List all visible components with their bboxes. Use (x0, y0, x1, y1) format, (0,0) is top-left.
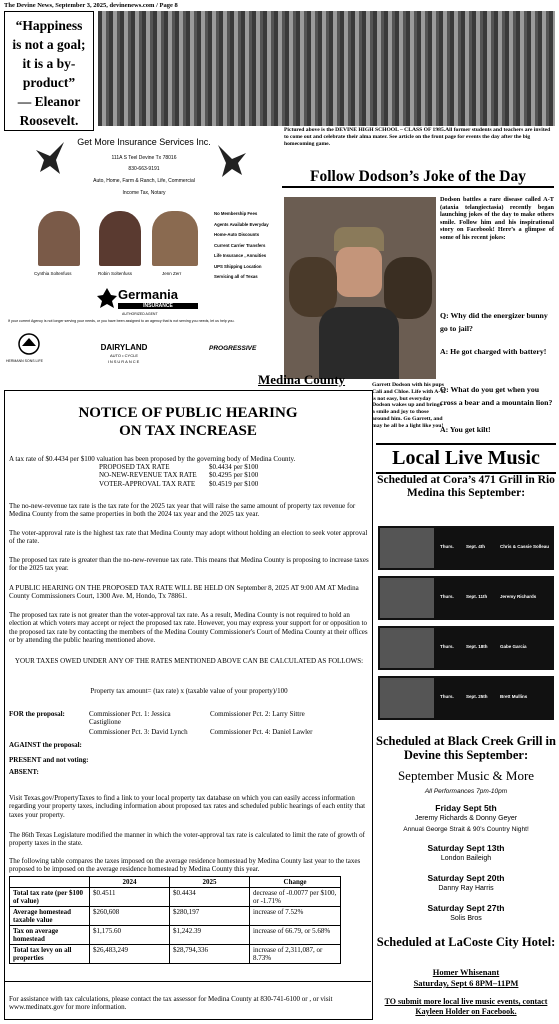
hermann-sons-logo: HERMANN SONS LIFE (6, 359, 43, 363)
notice-p8: Visit Texas.gov/PropertyTaxes to find a link to your local property tax database on which you can easily access information regarding your property taxes, including information about proposed tax rates and scheduled public hearings of each entity that taxes your property. (9, 794, 366, 819)
dairyland-sub: INSURANCE (107, 359, 141, 364)
rate-label: NO-NEW-REVENUE TAX RATE (99, 471, 197, 480)
notice-p2: The no-new-revenue tax rate is the tax rate for the 2025 tax year that will raise the same amount of property tax revenue for Medina County from the same properties in both the 2024 tax year and the 2025 tax year. (9, 502, 356, 519)
event-date: Saturday Sept 20th (427, 873, 505, 883)
table-cell: increase of 2,311,087, or 8.73% (250, 945, 341, 964)
against-label: AGAINST the proposal: (9, 741, 82, 749)
gig-row (378, 526, 554, 570)
coras-heading: Scheduled at Cora’s 471 Grill in Rio Medina this September: (377, 474, 555, 499)
agent-photo (152, 211, 198, 266)
table-cell: $28,794,336 (170, 945, 250, 964)
gig-artist: Chris & Cassie Solleau (500, 544, 550, 549)
agent-photo (99, 211, 141, 266)
rate-value: $0.4295 per $100 (209, 471, 259, 480)
table-cell: Tax on average homestead (10, 926, 90, 945)
service-item: UPS Shipping Location (214, 263, 262, 269)
gig-artist: Brett Mullins (500, 694, 528, 699)
quote-line: it is a by- (22, 56, 76, 71)
table-header (10, 877, 90, 888)
notice-p5: A PUBLIC HEARING ON THE PROPOSED TAX RATE WILL BE HELD ON September 8, 2025 AT 9:00 AM AT Medina County Commissioners Court, 1300 Ave. M, Hondo, Tx 78861. (9, 584, 359, 601)
dairyland-sub: AUTO • CYCLE (110, 353, 138, 358)
rates-block (99, 463, 359, 488)
notice-p9: The 86th Texas Legislature modified the manner in which the voter-approval tax rate is calculated to limit the rate of growth of property taxes in the state. (9, 831, 365, 848)
table-cell: increase of 66.79, or 5.68% (250, 926, 341, 945)
insurance-ad (4, 133, 278, 373)
table-row (10, 907, 341, 926)
gig-row (378, 676, 554, 720)
table-cell: $0.4511 (90, 888, 170, 907)
agency-phone: 830-663-9191 (128, 166, 160, 172)
table-row (10, 945, 341, 964)
dairyland-logo: DAIRYLAND (100, 343, 148, 352)
for-label: FOR the proposal: (9, 710, 65, 718)
quote-line: is not a goal; (12, 37, 86, 52)
gig-date: Sept. 18th (466, 644, 488, 649)
commissioner: Commissioner Pct. 1: Jessica Castiglione (89, 710, 171, 727)
eagle-icon (214, 141, 248, 181)
tax-notice (4, 390, 373, 1020)
gig-artist: Jeremy Richards (500, 594, 537, 599)
county-label: Medina County (258, 372, 346, 387)
event-artist: London Baileigh (440, 855, 492, 862)
notice-p3: The voter-approval rate is the highest tax rate that Medina County may adopt without holding an election to seek voter approval of the rate. (9, 529, 368, 546)
table-cell: $1,175.60 (90, 926, 170, 945)
table-header: 2025 (170, 877, 250, 888)
quote-line: Roosevelt. (19, 113, 79, 128)
service-item: Life Insurance , Annuities (214, 253, 267, 258)
table-cell: $280,197 (170, 907, 250, 926)
service-item: Current Carrier Transfers (214, 242, 266, 248)
gig-row (378, 576, 554, 620)
notice-divider (5, 981, 371, 982)
progressive-logo: PROGRESSIVE (209, 345, 257, 352)
service-item: Servicing all of Texas (214, 274, 258, 279)
class-photo (98, 11, 555, 126)
agent-name: Robin Soltenfuss (98, 271, 133, 276)
gig-date: Sept. 4th (466, 544, 486, 549)
table-cell: $260,608 (90, 907, 170, 926)
event-date: Saturday Sept 13th (427, 843, 505, 853)
notice-footer: For assistance with tax calculations, please contact the tax assessor for Medina County at 830-741-6100 or , or visit www.medinatx.gov for more information. (9, 995, 333, 1012)
quote-box (4, 11, 94, 131)
service-item: Agents Available Everyday (214, 221, 269, 227)
blackcreek-heading: Scheduled at Black Creek Grill in Devine this September: (376, 734, 556, 762)
submit-note: TO submit more local live music events, contact Kayleen Holder on Facebook. (384, 997, 548, 1016)
present-label: PRESENT and not voting: (9, 756, 89, 764)
table-cell: $1,242.39 (170, 926, 250, 945)
agency-tax: Income Tax, Notary (122, 190, 166, 196)
germania-sub: INSURANCE (118, 303, 198, 309)
event-note: Annual George Strait & 90’s Country Night! (403, 826, 529, 833)
table-cell: Total tax levy on all properties (10, 945, 90, 964)
quote-line: “Happiness (15, 18, 83, 33)
agent-name: Jenn Zerr (162, 271, 182, 276)
table-row (10, 926, 341, 945)
notice-p10: The following table compares the taxes imposed on the average residence homestead by Medina County last year to the taxes proposed to be imposed on the average residence homestead by Medina County this year. (9, 857, 361, 874)
germania-logo-icon (96, 287, 118, 309)
event-date: Friday Sept 5th (435, 803, 497, 813)
commissioner: Commissioner Pct. 2: Larry Sittre (210, 710, 305, 718)
joke-title: Follow Dodson’s Joke of the Day (282, 168, 554, 188)
notice-p1: A tax rate of $0.4434 per $100 valuation has been proposed by the governing body of Medina County. (9, 455, 296, 463)
class-photo-caption: Pictured above is the DEVINE HIGH SCHOOL – CLASS OF 1985.All former students and teachers are invited to come out and celebrate their alma mater. See article on the front page for events the day after the big homecoming game. (284, 127, 551, 147)
homer-date: Saturday, Sept 6 8PM–11PM (413, 978, 519, 988)
absent-label: ABSENT: (9, 768, 39, 776)
blackcreek-sub: September Music & More (397, 768, 535, 783)
dodson-photo (284, 197, 436, 379)
agent-name: Cynthia Soltenfuss (34, 271, 72, 276)
gig-day: Thurs. (440, 644, 454, 649)
agent-photo (38, 211, 80, 266)
event-date: Saturday Sept 27th (427, 903, 505, 913)
rate-label: PROPOSED TAX RATE (99, 463, 170, 471)
joke-a2: A: You get kilt! (440, 425, 491, 434)
table-cell: increase of 7.52% (250, 907, 341, 926)
performances-time: All Performances 7pm-10pm (424, 788, 508, 795)
authorized-agent: AUTHORIZED AGENT (122, 312, 158, 316)
service-item: No Membership Fees (214, 211, 258, 216)
services-list (214, 209, 269, 283)
agency-note: If your current Agency is not longer serving your needs, or you have been assigned to an agency that is not serving you needs, let us help you. (8, 319, 235, 323)
germania-logo: Germania (118, 287, 178, 302)
gig-date: Sept. 25th (466, 694, 488, 699)
table-cell: $0.4434 (170, 888, 250, 907)
table-row (10, 877, 341, 888)
rate-label: VOTER-APPROVAL TAX RATE (99, 479, 196, 488)
joke-q1: Q: Why did the energizer bunny go to jail? (440, 311, 548, 333)
notice-p6: The proposed tax rate is not greater than the voter-approval tax rate. As a result, Medina County is not required to hold an election at which voters may accept or reject the proposed tax rate. However, you may express your support for or opposition to the proposed tax rate by contacting the members of the Medina County Commissioner's Court of Medina County at their offices or by attending the public hearing mentioned above. (9, 611, 368, 645)
page-header: The Devine News, September 3, 2025, devinenews.com / Page 8 (4, 2, 178, 9)
tax-comparison-table (9, 876, 341, 964)
lacoste-heading: Scheduled at LaCoste City Hotel: (376, 935, 556, 949)
gig-row (378, 626, 554, 670)
table-cell: $26,483,249 (90, 945, 170, 964)
dodson-caption: Garrett Dodson with his pups Cali and Chloe. Life with A-T is not easy, but everyday Dodson wakes up and brings a smile and joy to those around him. Go Garrett, and may he all be a light like you! (372, 382, 444, 429)
agency-name: Get More Insurance Services Inc. (77, 137, 211, 147)
rate-value: $0.4434 per $100 (209, 463, 259, 471)
table-header: 2024 (90, 877, 170, 888)
table-cell: Average homestead taxable value (10, 907, 90, 926)
event-artist: Jeremy Richards & Donny Geyer (414, 815, 518, 822)
service-item: Home-Auto Discounts (214, 232, 260, 237)
notice-p7: YOUR TAXES OWED UNDER ANY OF THE RATES MENTIONED ABOVE CAN BE CALCULATED AS FOLLOWS: (14, 657, 364, 665)
rate-value: $0.4519 per $100 (209, 479, 259, 488)
gig-date: Sept. 11th (466, 594, 488, 599)
gig-day: Thurs. (440, 594, 454, 599)
table-cell: Total tax rate (per $100 of value) (10, 888, 90, 907)
agency-lines: Auto, Home, Farm & Ranch, Life, Commercial (93, 178, 195, 184)
quote-line: — Eleanor (17, 94, 81, 109)
quote-line: product” (22, 75, 76, 90)
event-artist: Danny Ray Harris (438, 885, 494, 892)
homer-name: Homer Whisenant (432, 967, 500, 977)
notice-title: ON TAX INCREASE (119, 423, 257, 439)
hermann-sons-icon (14, 332, 44, 356)
table-header: Change (250, 877, 341, 888)
notice-title: NOTICE OF PUBLIC HEARING (78, 405, 298, 421)
joke-q2: Q: What do you get when you cross a bear and a mountain lion? (440, 385, 553, 407)
commissioner: Commissioner Pct. 3: David Lynch (89, 728, 188, 736)
joke-a1: A: He got charged with battery! (440, 347, 547, 356)
gig-day: Thurs. (440, 544, 454, 549)
table-cell: decrease of -0.0077 per $100, or -1.71% (250, 888, 341, 907)
agency-address: 111A S Teel Devine Tx 78016 (111, 155, 177, 161)
commissioner: Commissioner Pct. 4: Daniel Lawler (210, 728, 313, 736)
music-title: Local Live Music (376, 443, 556, 474)
joke-intro: Dodson battles a rare disease called A-T (ataxia telangiectasia) recently began launching jokes of the day to make others smile. Follow him and his inspirational story on Facebook! Here’s a glimpse of some of his recent jokes: (440, 196, 554, 241)
table-row (10, 888, 341, 907)
notice-p4: The proposed tax rate is greater than the no-new-revenue tax rate. This means that Medina County is proposing to increase taxes for the 2025 tax year. (9, 556, 369, 573)
gig-day: Thurs. (440, 694, 454, 699)
event-artist: Solis Bros (450, 915, 482, 922)
tax-formula: Property tax amount= (tax rate) x (taxable value of your property)/100 (90, 687, 288, 695)
gig-artist: Gabe Garcia (500, 644, 527, 649)
